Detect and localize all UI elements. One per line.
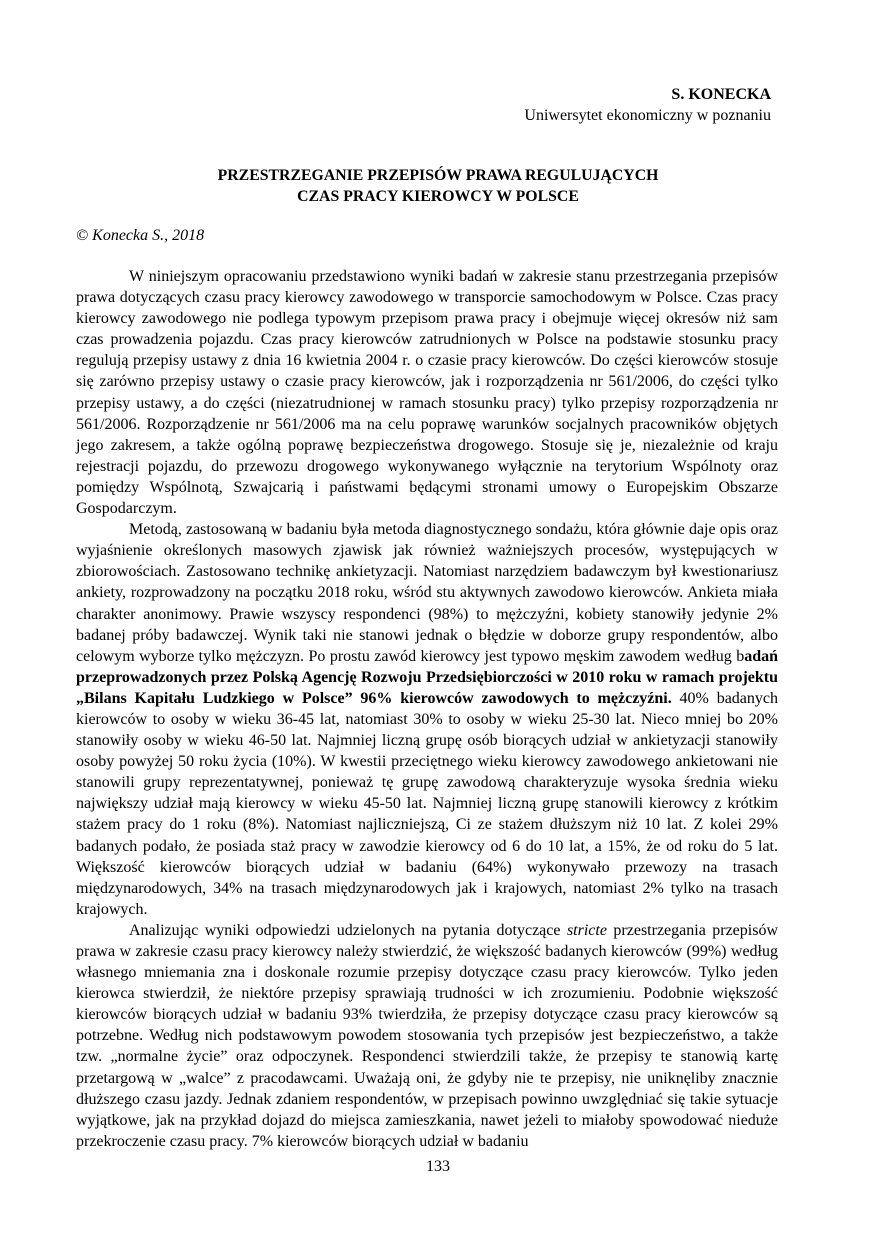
author-block — [524, 84, 771, 126]
paragraph-3-text-start: Analizując wyniki odpowiedzi udzielonych na pytania dotyczące — [129, 921, 567, 939]
paragraph-3-italic-text: stricte — [566, 921, 607, 939]
paper-title-line-2: CZAS PRACY KIEROWCY W POLSCE — [297, 188, 579, 205]
author-affiliation: Uniwersytet ekonomiczny w poznaniu — [524, 107, 771, 124]
paragraph-3 — [76, 920, 778, 1152]
paragraph-2-text-end: 40% badanych kierowców to osoby w wieku 36-45 lat, natomiast 30% to osoby w wieku 25-30 lat. Nieco mniej bo 20% stanowiły osoby w wieku 46-50 lat. Najmniej liczną grupę osób biorących udział w ankietyzacji stanowiły osoby powyżej 50 roku życia (10%). W kwestii przeciętnego wieku kierowcy zawodowego ankietowani nie stanowili grupy reprezentatywnej, ponieważ tę grupę zawodową charakteryzuje wysoka średnia wieku największy udział mają kierowcy w wieku 45-50 lat. Najmniej liczną grupę stanowili kierowcy z krótkim stażem pracy do 1 roku (8%). Natomiast najliczniejszą, Ci ze stażem dłuższym niż 10 lat. Z kolei 29% badanych podało, że posiada staż pracy w zawodzie kierowcy od 6 do 10 lat, a 15%, że od roku do 5 lat. Większość kierowców biorących udział w badaniu (64%) wykonywało przewozy na trasach międzynarodowych, 34% na trasach międzynarodowych jak i krajowych, natomiast 2% tylko na trasach krajowych. — [76, 689, 779, 918]
paragraph-2-text-start: Metodą, zastosowaną w badaniu była metoda diagnostycznego sondażu, która głównie daje opis oraz wyjaśnienie określonych masowych zjawisk jak również ważniejszych procesów, występujących w zbiorowościach. Zastosowano technikę ankietyzacji. Natomiast narzędziem badawczym był kwestionariusz ankiety, rozprowadzony na początku 2018 roku, wśród stu aktywnych zawodowo kierowców. Ankieta miała charakter anonimowy. Prawie wszyscy respondenci (98%) to mężczyźni, kobiety stanowiły jedynie 2% badanej próby badawczej. Wynik taki nie stanowi jednak o błędzie w doborze grupy respondentów, albo celowym wyborze tylko mężczyzn. Po prostu zawód kierowcy jest typowo męskim zawodem według b — [76, 521, 778, 665]
paper-title — [76, 165, 800, 207]
copyright-notice: © Konecka S., 2018 — [76, 227, 205, 244]
paragraph-3-text-end: przestrzegania przepisów prawa w zakresie czasu pracy kierowcy należy stwierdzić, że większość badanych kierowców (99%) według własnego mniemania zna i doskonale rozumie przepisy dotyczące czasu pracy kierowców. Tylko jeden kierowca stwierdził, że niektóre przepisy sprawiają trudności w ich zrozumieniu. Podobnie większość kierowców biorących udział w badaniu 93% twierdziła, że przepisy dotyczące czasu pracy kierowców są potrzebne. Według nich podstawowym powodem stosowania tych przepisów jest bezpieczeństwo, a także tzw. „normalne życie” oraz odpoczynek. Respondenci stwierdzili także, że przepisy te stanowią kartę przetargową w „walce” z pracodawcami. Uważają oni, że gdyby nie te przepisy, nie uniknęliby znacznie dłuższego czasu jazdy. Jednak zdaniem respondentów, w przepisach powinno uwzględniać się takie sytuacje wyjątkowe, jak na przykład dojazd do miejsca zamieszkania, nawet jeżeli to miałoby spowodować nieduże przekroczenie czasu pracy. 7% kierowców biorących udział w badaniu — [76, 921, 779, 1150]
paragraph-2-bold-text: adań przeprowadzonych przez Polską Agencję Rozwoju Przedsiębiorczości w 2010 roku w ramach projektu „Bilans Kapitału Ludzkiego w Polsce” 96% kierowców zawodowych to mężczyźni. — [76, 647, 778, 707]
paper-title-line-1: PRZESTRZEGANIE PRZEPISÓW PRAWA REGULUJĄCYCH — [217, 167, 659, 184]
paragraph-2 — [76, 519, 778, 920]
paragraph-1: W niniejszym opracowaniu przedstawiono wyniki badań w zakresie stanu przestrzegania przepisów prawa dotyczących czasu pracy kierowcy zawodowego w transporcie samochodowym w Polsce. Czas pracy kierowcy zawodowego nie podlega typowym przepisom prawa pracy i obejmuje więcej okresów niż sam czas prowadzenia pojazdu. Czas pracy kierowców zatrudnionych w Polsce na podstawie stosunku pracy regulują przepisy ustawy z dnia 16 kwietnia 2004 r. o czasie pracy kierowców. Do części kierowców stosuje się zarówno przepisy ustawy o czasie pracy kierowców, jak i rozporządzenia nr 561/2006, do części tylko przepisy ustawy, a do części (niezatrudnionej w ramach stosunku pracy) tylko przepisy rozporządzenia nr 561/2006. Rozporządzenie nr 561/2006 ma na celu poprawę warunków socjalnych pracowników objętych jego zakresem, a także ogólną poprawę bezpieczeństwa drogowego. Stosuje się je, niezależnie od kraju rejestracji pojazdu, do przewozu drogowego wykonywanego wyłącznie na terytorium Wspólnoty oraz pomiędzy Wspólnotą, Szwajcarią i państwami będącymi stronami umowy o Europejskim Obszarze Gospodarczym. — [76, 268, 778, 518]
body-text — [76, 266, 778, 1152]
author-name: S. KONECKA — [671, 86, 771, 103]
page-number: 133 — [426, 1158, 450, 1175]
